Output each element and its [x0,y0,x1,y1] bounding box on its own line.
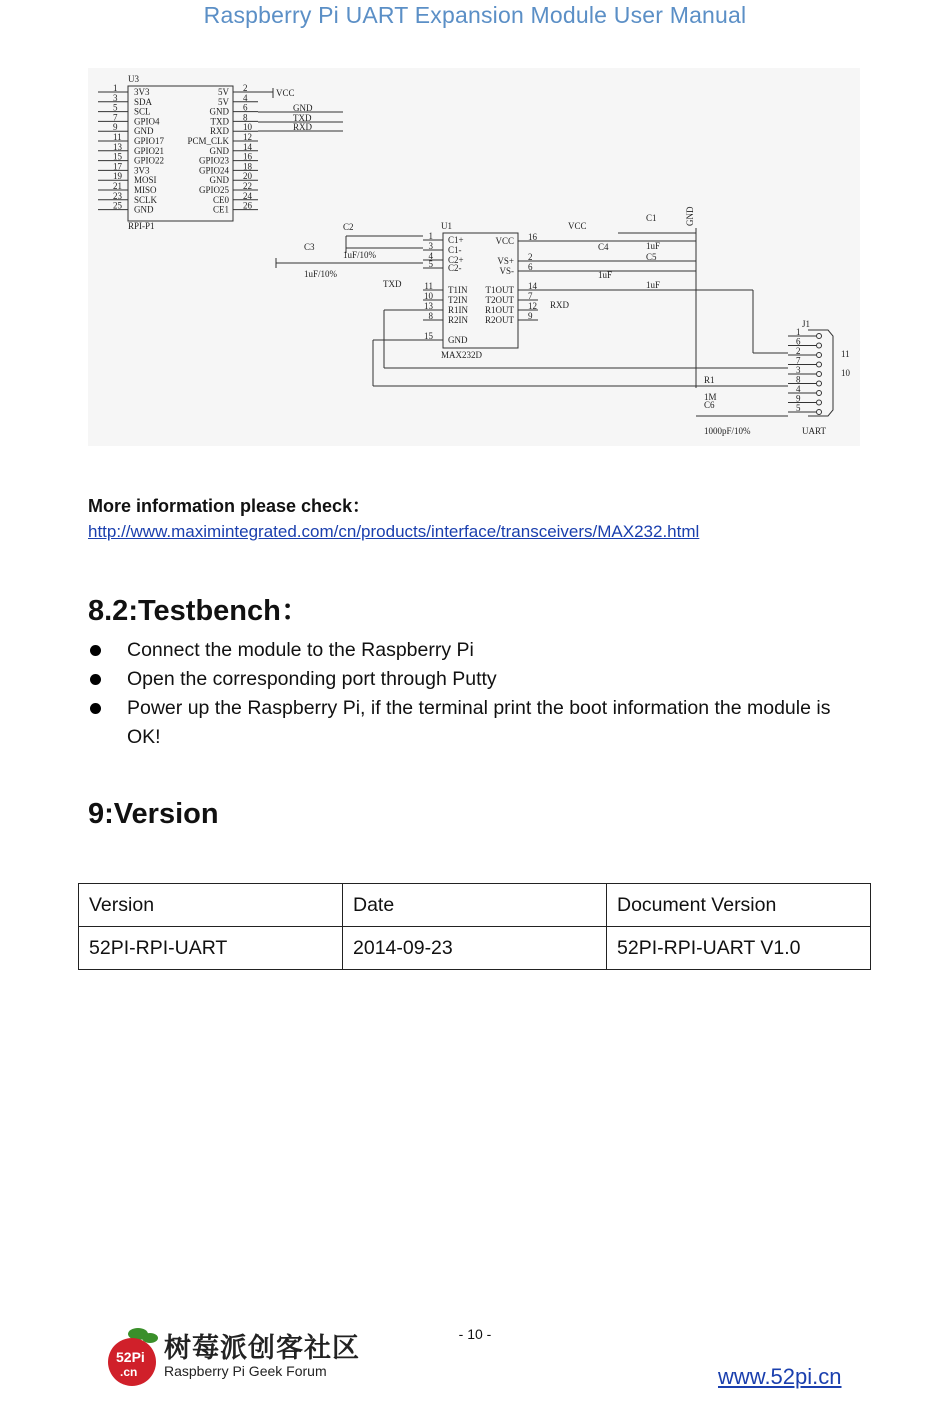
c6-value: 1000pF/10% [704,426,751,436]
u3-pin-name: CE0 [212,194,229,205]
j1-pin-contact [817,400,822,405]
u3-pin-number: 23 [113,190,122,201]
u1-pin-number: 10 [424,291,433,301]
u3-pin-name: CE1 [212,204,229,215]
j1-pin-contact [817,353,822,358]
logo-badge-text: 52Pi [116,1349,145,1365]
u1-right-pins [485,232,538,325]
logo-badge-cn: .cn [120,1365,138,1379]
u1-pin-name: T2IN [448,295,468,305]
table-header-cell: Version [79,884,343,927]
table-cell: 52PI-RPI-UART [79,927,343,970]
net-vcc-label: VCC [276,88,295,98]
u3-pin-name: GND [209,175,229,186]
u1-pin-number: 3 [428,241,433,251]
j1-pin-number: 8 [796,374,801,385]
table-row [79,927,871,970]
c6-ref: C6 [704,400,715,410]
u1-pin-name: T1IN [448,285,468,295]
u1-ref: U1 [441,221,452,231]
u3-pin-number: 14 [243,141,252,152]
max232-link[interactable]: http://www.maximintegrated.com/cn/products/interface/transceivers/MAX232.html [88,522,700,541]
u3-pin-number: 3 [113,92,118,103]
page-number: - 10 - [458,1326,492,1342]
table-header-row [79,884,871,927]
u1-pin-number: 5 [428,259,433,269]
u3-pin-name: GPIO25 [198,185,229,195]
u3-right-pins [187,83,258,215]
u1-pin-name: R1OUT [485,305,514,315]
j1-side-10: 10 [841,368,850,378]
c4-value: 1uF [598,270,613,280]
j1-pin-number: 1 [796,327,801,337]
table-header-cell: Date [343,884,607,927]
52pi-logo [106,1326,360,1388]
u1-pin-number: 2 [528,252,533,262]
u3-pin-number: 15 [113,151,122,162]
more-info-label: More information please check： [88,496,371,516]
u3-pin-number: 2 [243,83,248,93]
u3-pin-number: 13 [113,141,122,152]
u1-pin-name: T2OUT [485,295,514,305]
schematic-svg [88,68,860,446]
u3-pin-name: 3V3 [134,87,150,97]
u1-pin-name: GND [448,335,468,345]
gnd-rot-label: GND [685,206,695,226]
j1-pin-number: 4 [796,384,801,394]
j1-pin-contact [817,410,822,415]
u3-pin-name: SDA [134,96,153,107]
j1-pin-contact [817,343,822,348]
u3-pin-name: 5V [218,96,229,107]
u1-vcc-label: VCC [568,221,587,231]
u1-pin-number: 7 [528,291,533,301]
list-item [88,694,868,752]
u3-pin-number: 8 [243,112,248,123]
logo-chinese-text: 树莓派创客社区 [164,1333,360,1363]
j1-pin-contact [817,334,822,339]
u1-txd-label: TXD [383,279,402,289]
j1-side-11: 11 [841,349,850,359]
version-table [78,883,871,970]
u3-pin-number: 18 [243,161,252,172]
c1-value: 1uF [646,241,661,251]
u1-pin-number: 15 [424,331,433,341]
j1-pin-number: 9 [796,393,801,404]
j1-pin-number: 2 [796,346,801,356]
logo-english-text: Raspberry Pi Geek Forum [164,1363,327,1379]
u3-part: RPI-P1 [128,221,155,231]
u1-pin-name: C1- [448,245,462,255]
c3-ref: C3 [304,242,315,252]
list-item-text: Connect the module to the Raspberry Pi [127,639,474,661]
table-cell: 52PI-RPI-UART V1.0 [607,927,871,970]
c2-value: 1uF/10% [343,250,377,260]
u1-pin-name: R2OUT [485,315,514,325]
u3-pin-name: GPIO17 [134,136,165,146]
u1-pin-name: VCC [495,236,514,246]
u1-pin-number: 16 [528,232,537,242]
u3-pin-name: GND [209,106,229,117]
u1-pin-name: T1OUT [485,285,514,295]
u3-pin-name: SCLK [134,194,158,205]
j1-pin-number: 3 [796,365,801,375]
u3-pin-name: GPIO23 [198,155,229,166]
u3-pin-number: 20 [243,171,252,182]
net-gnd-label: GND [293,103,313,113]
u3-pin-number: 22 [243,181,252,191]
c1-ref: C1 [646,213,657,223]
u3-pin-number: 5 [113,102,118,113]
u3-pin-name: GPIO24 [198,165,229,176]
c3-value: 1uF/10% [304,269,338,279]
list-item-text: Open the corresponding port through Putty [127,668,497,690]
net-txd-label: TXD [293,113,312,123]
u3-pin-number: 6 [243,102,248,113]
j1-pin-number: 5 [796,403,801,413]
u1-pin-number: 12 [528,301,537,311]
u1-rxd-label: RXD [550,300,570,310]
u3-ref: U3 [128,74,139,84]
u3-pin-name: MISO [134,185,157,195]
u1-pin-number: 14 [528,281,537,291]
u3-pin-number: 10 [243,122,252,133]
u3-pin-number: 11 [113,132,122,142]
version-heading: 9:Version [88,798,219,830]
raspberry-logo-icon [106,1326,164,1388]
j1-pin-number: 6 [796,336,801,347]
list-item-text: Power up the Raspberry Pi, if the terminal print the boot information the module is OK! [127,697,831,748]
u3-pin-name: GND [134,204,154,215]
u3-pin-name: GND [209,145,229,156]
bullet-icon [90,703,101,714]
page-header-title: Raspberry Pi UART Expansion Module User Manual [203,2,747,28]
u3-pin-number: 19 [113,171,122,182]
u3-pin-number: 4 [243,92,248,103]
u3-pin-number: 1 [113,83,118,93]
net-rxd-label: RXD [293,122,313,132]
u3-pin-number: 7 [113,112,118,123]
c2-ref: C2 [343,222,354,232]
j1-pin-contact [817,362,822,367]
u3-pin-number: 12 [243,132,252,142]
u1-pin-name: C2+ [448,255,464,265]
u1-pin-name: C2- [448,263,462,273]
u3-pin-name: TXD [210,116,229,127]
j1-pin-contact [817,372,822,377]
u3-pin-name: 5V [218,87,229,97]
u1-pin-number: 1 [428,231,433,241]
u1-pin-number: 11 [424,281,433,291]
u1-pin-name: VS+ [497,256,514,266]
u3-pin-name: 3V3 [134,165,150,176]
site-link[interactable]: www.52pi.cn [718,1364,842,1389]
u3-pin-name: MOSI [134,175,157,186]
j1-pin-contact [817,381,822,386]
table-cell: 2014-09-23 [343,927,607,970]
u1-part: MAX232D [441,350,483,360]
u1-pin-number: 8 [428,311,433,321]
bullet-icon [90,645,101,656]
j1-body [808,330,833,416]
u1-left-pins [423,231,469,345]
u3-pin-name: GND [134,126,154,137]
j1-part: UART [802,426,826,436]
j1-pin-number: 7 [796,355,801,366]
r1-value: 1M [704,392,717,402]
u3-pin-name: GPIO4 [134,116,160,127]
u3-pin-number: 21 [113,181,122,191]
j1-pin-contact [817,391,822,396]
c5-value: 1uF [646,280,661,290]
table-header-cell: Document Version [607,884,871,927]
j1-ref: J1 [802,319,811,329]
u3-pin-name: GPIO22 [134,155,165,166]
u3-pin-name: SCL [134,106,151,117]
c4-ref: C4 [598,242,609,252]
u3-pin-name: PCM_CLK [187,136,229,146]
u1-pin-name: R2IN [448,315,468,325]
u3-pin-number: 24 [243,190,252,201]
u1-pin-name: C1+ [448,235,464,245]
j1-pins [788,327,822,415]
r1-ref: R1 [704,375,715,385]
uart-schematic-diagram [88,68,860,446]
c5-ref: C5 [646,252,657,262]
u3-left-pins [98,83,165,215]
list-item [88,665,868,694]
u3-pin-number: 16 [243,151,252,162]
u3-pin-name: GPIO21 [134,145,165,156]
u3-pin-number: 26 [243,200,252,211]
u1-pin-number: 9 [528,311,533,321]
u3-pin-name: RXD [209,126,229,137]
u3-pin-number: 9 [113,122,118,133]
u1-pin-number: 13 [424,301,433,311]
u1-pin-number: 6 [528,262,533,272]
testbench-heading: 8.2:Testbench： [88,595,310,627]
u1-pin-name: VS- [499,266,514,276]
u3-pin-number: 17 [113,161,122,172]
u3-pin-number: 25 [113,200,122,211]
u1-pin-number: 4 [428,251,433,261]
list-item [88,636,868,665]
u1-pin-name: R1IN [448,305,468,315]
testbench-list [88,636,868,752]
bullet-icon [90,674,101,685]
